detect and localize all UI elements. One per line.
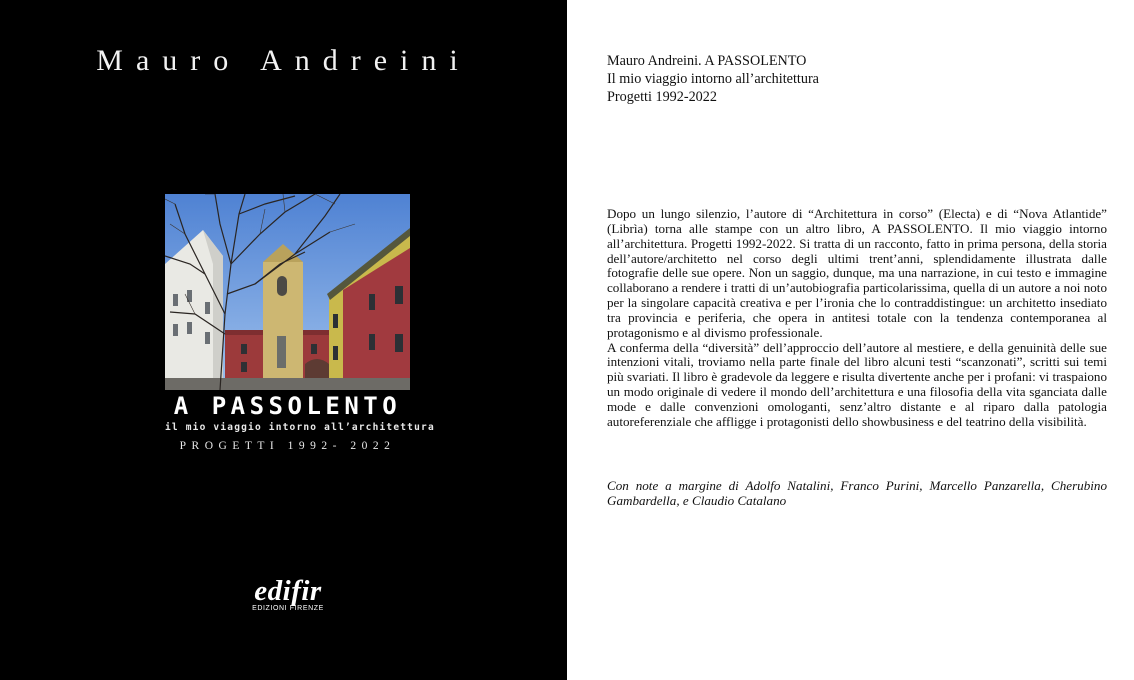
- publisher-logo: [238, 575, 338, 612]
- header-title: Mauro Andreini. A PASSOLENTO: [607, 53, 807, 69]
- book-description: [607, 207, 1107, 430]
- cover-author: Mauro Andreini: [96, 44, 471, 77]
- cover-photo: [165, 194, 410, 390]
- description-paragraph-1: Dopo un lungo silenzio, l’autore di “Architettura in corso” (Electa) e di “Nova Atlantide” (Librìa) torna alle stampe con un altro libro, A PASSOLENTO. Il mio viaggio intorno all’architettura. Progetti 1992-2022. Si tratta di un racconto, fatto in prima persona, della storia dell’autore/architetto nel corso degli ultimi trent’anni, splendidamente illustrata dalle fotografie delle sue opere. Non un saggio, dunque, ma una narrazione, in cui testo e immagine collaborano a rendere i tratti di un’autobiografia particolarissima, quella di un autore a noi noto per la singolare capacità creativa e per l’ironia che lo contraddistingue: un architetto insediato tra provincia e periferia, che opera in antitesi totale con la tendenza contemporanea al protagonismo e al divismo professionale.: [607, 206, 1107, 340]
- publisher-logo-sub: EDIZIONI FIRENZE: [252, 605, 324, 612]
- cover-subtitle: il mio viaggio intorno all’architettura: [165, 422, 435, 433]
- contributors-note: Con note a margine di Adolfo Natalini, Franco Purini, Marcello Panzarella, Cherubino Gambardella, e Claudio Catalano: [607, 478, 1107, 508]
- header-subtitle: Il mio viaggio intorno all’architettura: [607, 71, 819, 87]
- description-paragraph-2: A conferma della “diversità” dell’approccio dell’autore al mestiere, e della genuinità delle sue intenzioni vitali, troviamo nella parte finale del libro alcuni testi “scanzonati”, scritti sui temi più svariati. Il libro è gradevole da leggere e risulta divertente anche per i profani: vi traspaiono un modo originale di vedere il mondo dell’architettura e una filosofia della vita sganciata dalle mode e dalle convenzioni omologanti, senz’altro distante e al riparo dalla patologia autoreferenziale che affligge i protagonisti dello showbusiness e del teatrino della visibilità.: [607, 339, 1107, 429]
- publisher-logo-word: edifir: [254, 575, 322, 607]
- book-header: [607, 52, 1107, 106]
- header-years: Progetti 1992-2022: [607, 89, 717, 105]
- cover-title: A PASSOLENTO: [173, 392, 402, 420]
- cover-years: PROGETTI 1992- 2022: [179, 440, 396, 452]
